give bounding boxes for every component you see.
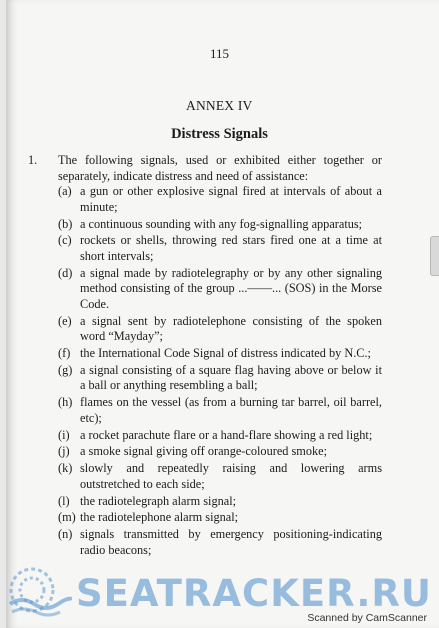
list-item [58, 444, 382, 460]
item-label: (b) [58, 216, 73, 231]
item-label: (j) [58, 444, 70, 459]
list-item [58, 494, 382, 510]
item-label: (a) [58, 184, 72, 199]
annex-title: ANNEX IV [186, 98, 253, 113]
watermark [8, 560, 433, 620]
item-text: the radiotelegraph alarm signal; [80, 493, 237, 508]
wave-logo-icon [8, 560, 72, 620]
list-item [58, 233, 382, 264]
item-label: (c) [58, 233, 72, 248]
body-text [20, 153, 382, 559]
list-item [58, 395, 382, 426]
item-text: slowly and repeatedly raising and lowering arms outstretched to each side; [80, 461, 382, 491]
item-label: (d) [58, 265, 73, 280]
item-label: (i) [58, 427, 70, 442]
intro-paragraph [20, 153, 382, 184]
item-label: (l) [58, 493, 70, 508]
list-item [58, 527, 382, 558]
list-item [58, 461, 382, 492]
item-text: rockets or shells, throwing red stars fired one at a time at short intervals; [80, 233, 382, 263]
item-label: (k) [58, 461, 73, 476]
scanner-credit: Scanned by CamScanner [307, 612, 427, 624]
list-item [58, 428, 382, 444]
item-text: a gun or other explosive signal fired at intervals of about a minute; [80, 184, 382, 214]
item-label: (e) [58, 313, 72, 328]
item-text: signals transmitted by emergency positioning-indicating radio beacons; [80, 527, 382, 557]
list-item [58, 217, 382, 233]
item-label: (n) [58, 527, 73, 542]
page-number: 115 [209, 46, 230, 61]
intro-text: The following signals, used or exhibited either together or separately, indicate distress and need of assistance: [58, 153, 382, 183]
paragraph-number: 1. [28, 153, 38, 167]
item-text: the radiotelephone alarm signal; [80, 510, 239, 525]
section-title: Distress Signals [171, 126, 268, 142]
item-label: (f) [58, 346, 71, 361]
item-text: a signal made by radiotelegraphy or by any other signaling method consisting of the group ...——... (SOS) in the Morse Code. [80, 265, 382, 311]
item-text: a smoke signal giving off orange-coloured smoke; [80, 444, 328, 459]
item-text: a signal consisting of a square flag having above or below it a ball or anything resembling a ball; [80, 362, 382, 393]
item-text: the International Code Signal of distress indicated by N.C.; [80, 346, 371, 361]
list-item [58, 510, 382, 526]
item-text: a signal sent by radiotelephone consisting of the spoken word “Mayday”; [80, 313, 382, 344]
item-label: (m) [58, 510, 76, 525]
item-text: a rocket parachute flare or a hand-flare showing a red light; [80, 427, 373, 442]
signal-list [58, 184, 382, 558]
list-item [58, 314, 382, 345]
item-text: a continuous sounding with any fog-signalling apparatus; [80, 216, 363, 231]
watermark-text: SEATRACKER.RU [76, 571, 432, 615]
item-label: (h) [58, 395, 73, 410]
list-item [58, 363, 382, 394]
scrollbar-handle[interactable] [430, 236, 439, 276]
item-label: (g) [58, 362, 73, 377]
list-item [58, 184, 382, 215]
list-item [58, 346, 382, 362]
list-item [58, 266, 382, 313]
item-text: flames on the vessel (as from a burning tar barrel, oil barrel, etc); [80, 395, 382, 425]
